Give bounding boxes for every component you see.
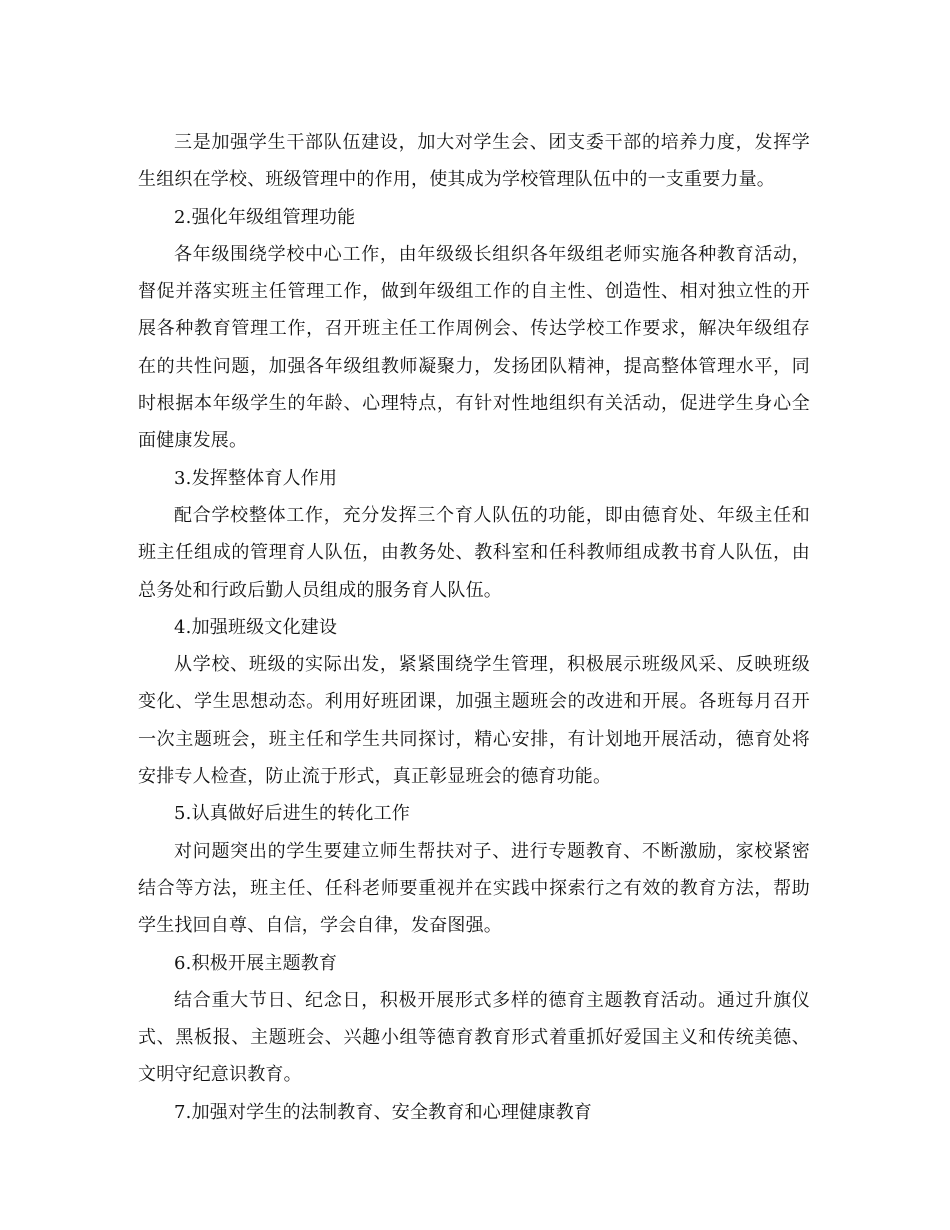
para-5: 对问题突出的学生要建立师生帮扶对子、进行专题教育、不断激励，家校紧密结合等方法，班主任、任科老师要重视并在实践中探索行之有效的教育方法，帮助学生找回自尊、自信，学会自律，发奋图强。 [138,840,810,937]
para-student-cadre: 三是加强学生干部队伍建设，加大对学生会、团支委干部的培养力度，发挥学生组织在学校、班级管理中的作用，使其成为学校管理队伍中的一支重要力量。 [138,132,810,191]
heading-6: 6.积极开展主题教育 [174,952,338,974]
para-3: 配合学校整体工作，充分发挥三个育人队伍的功能，即由德育处、年级主任和班主任组成的管理育人队伍，由教务处、教科室和任科教师组成教书育人队伍，由总务处和行政后勤人员组成的服务育人队伍。 [138,504,810,601]
para-2: 各年级围绕学校中心工作，由年级级长组织各年级组老师实施各种教育活动，督促并落实班主任管理工作，做到年级组工作的自主性、创造性、相对独立性的开展各种教育管理工作，召开班主任工作周例会、传达学校工作要求，解决年级组存在的共性问题，加强各年级组教师凝聚力，发扬团队精神，提高整体管理水平，同时根据本年级学生的年龄、心理特点，有针对性地组织有关活动，促进学生身心全面健康发展。 [138,243,810,452]
heading-7: 7.加强对学生的法制教育、安全教育和心理健康教育 [174,1101,592,1123]
para-4: 从学校、班级的实际出发，紧紧围绕学生管理，积极展示班级风采、反映班级变化、学生思想动态。利用好班团课，加强主题班会的改进和开展。各班每月召开一次主题班会，班主任和学生共同探讨，精心安排，有计划地开展活动，德育处将安排专人检查，防止流于形式，真正彰显班会的德育功能。 [138,654,810,788]
heading-3: 3.发挥整体育人作用 [174,467,338,489]
heading-2: 2.强化年级组管理功能 [174,206,356,228]
heading-5: 5.认真做好后进生的转化工作 [174,803,410,825]
heading-4: 4.加强班级文化建设 [174,616,338,638]
document-body [138,124,810,1131]
para-6: 结合重大节日、纪念日，积极开展形式多样的德育主题教育活动。通过升旗仪式、黑板报、主题班会、兴趣小组等德育教育形式着重抓好爱国主义和传统美德、文明守纪意识教育。 [138,989,810,1086]
